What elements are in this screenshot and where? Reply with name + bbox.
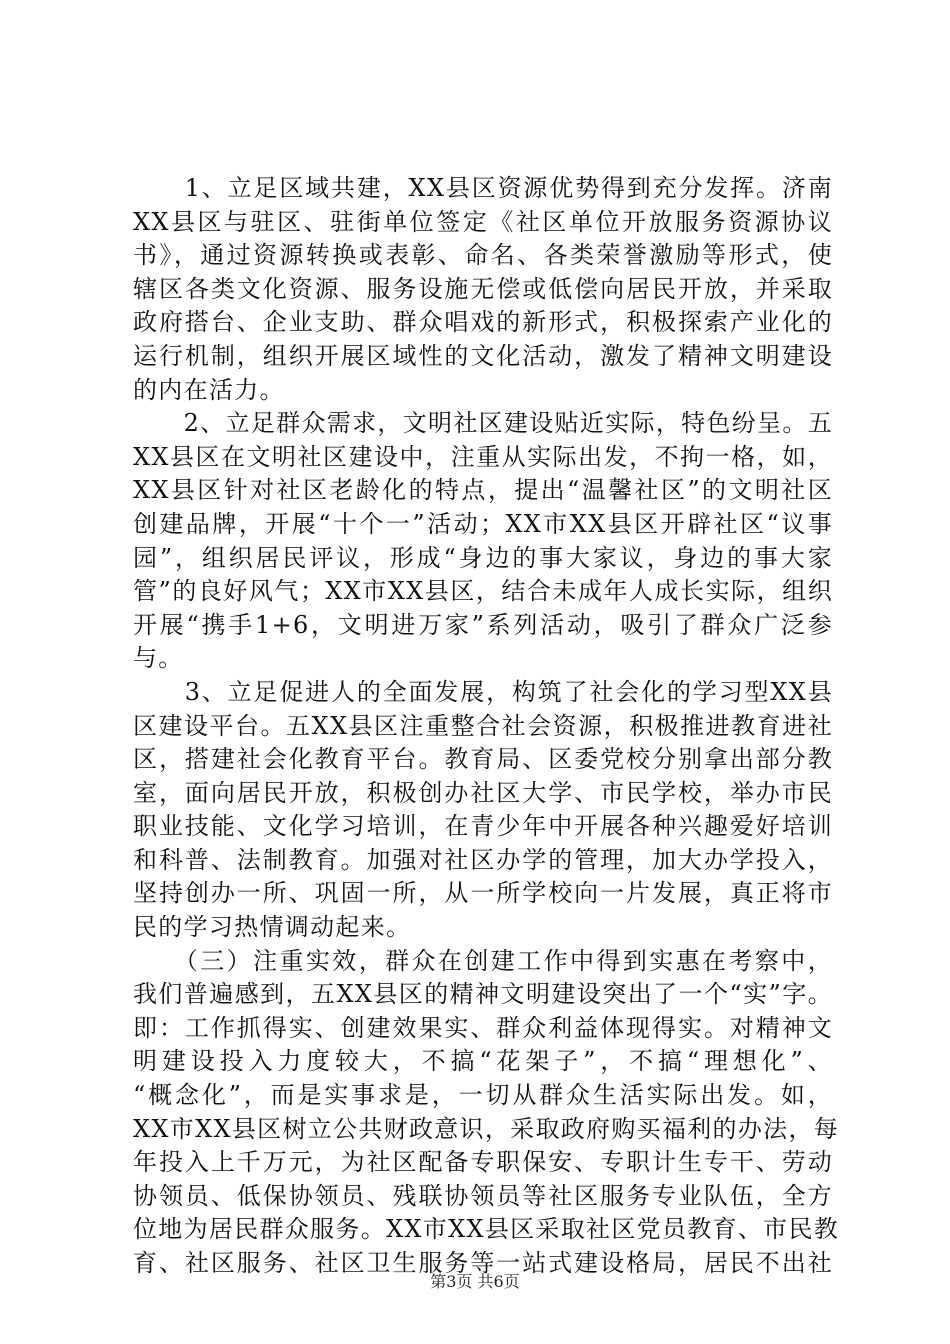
- text-line: 区建设平台。五XX县区注重整合社会资源，积极推进教育进社: [133, 711, 833, 740]
- text-line: 3、立足促进人的全面发展，构筑了社会化的学习型XX县: [133, 677, 833, 706]
- text-line: 1、立足区域共建，XX县区资源优势得到充分发挥。济南: [133, 174, 833, 202]
- text-line: 开展“携手1+6，文明进万家”系列活动，吸引了群众广泛参: [133, 610, 833, 639]
- text-line: （三）注重实效，群众在创建工作中得到实惠在考察中，: [133, 946, 833, 975]
- text-line: 与。: [133, 644, 184, 673]
- text-line: 明建设投入力度较大，不搞“花架子”，不搞“理想化”、: [133, 1047, 833, 1076]
- text-line: 协领员、低保协领员、残联协领员等社区服务专业队伍，全方: [133, 1181, 833, 1210]
- text-line: 和科普、法制教育。加强对社区办学的管理，加大办学投入，: [133, 845, 833, 874]
- text-line: 即：工作抓得实、创建效果实、群众利益体现得实。对精神文: [133, 1013, 833, 1042]
- text-line: XX县区针对社区老龄化的特点，提出“温馨社区”的文明社区: [133, 476, 833, 505]
- text-line: 职业技能、文化学习培训，在青少年中开展各种兴趣爱好培训: [133, 812, 833, 841]
- text-line: “概念化”，而是实事求是，一切从群众生活实际出发。如，: [133, 1081, 833, 1110]
- text-line: XX县区在文明社区建设中，注重从实际出发，不拘一格，如，: [133, 442, 833, 471]
- text-line: 年投入上千万元，为社区配备专职保安、专职计生专干、劳动: [133, 1148, 833, 1177]
- text-line: 育、社区服务、社区卫生服务等一站式建设格局，居民不出社: [133, 1249, 833, 1277]
- text-line: 民的学习热情调动起来。: [133, 913, 412, 942]
- text-line: 管”的良好风气；XX市XX县区，结合未成年人成长实际，组织: [133, 577, 833, 606]
- document-body: [133, 172, 840, 1281]
- text-line: XX县区与驻区、驻街单位签定《社区单位开放服务资源协议: [133, 207, 833, 236]
- text-line: 区，搭建社会化教育平台。教育局、区委党校分别拿出部分教: [133, 745, 833, 774]
- text-line: 书》，通过资源转换或表彰、命名、各类荣誉激励等形式，使: [133, 241, 833, 270]
- text-line: 园”，组织居民评议，形成“身边的事大家议，身边的事大家: [133, 543, 833, 572]
- text-line: 创建品牌，开展“十个一”活动；XX市XX县区开辟社区“议事: [133, 509, 833, 538]
- page-number-footer: 第3页 共6页: [430, 1272, 520, 1291]
- text-line: 2、立足群众需求，文明社区建设贴近实际，特色纷呈。五: [133, 409, 833, 438]
- text-line: 坚持创办一所、巩固一所，从一所学校向一片发展，真正将市: [133, 879, 833, 908]
- text-line: 政府搭台、企业支助、群众唱戏的新形式，积极探索产业化的: [133, 308, 833, 337]
- text-line: 我们普遍感到，五XX县区的精神文明建设突出了一个“实”字。: [133, 980, 833, 1009]
- text-line: 位地为居民群众服务。XX市XX县区采取社区党员教育、市民教: [133, 1215, 840, 1244]
- text-line: 运行机制，组织开展区域性的文化活动，激发了精神文明建设: [133, 341, 833, 370]
- text-line: 室，面向居民开放，积极创办社区大学、市民学校，举办市民: [133, 778, 833, 807]
- text-line: 的内在活力。: [133, 375, 285, 404]
- text-line: XX市XX县区树立公共财政意识，采取政府购买福利的办法，每: [133, 1114, 840, 1143]
- text-line: 辖区各类文化资源、服务设施无偿或低偿向居民开放，并采取: [133, 274, 833, 303]
